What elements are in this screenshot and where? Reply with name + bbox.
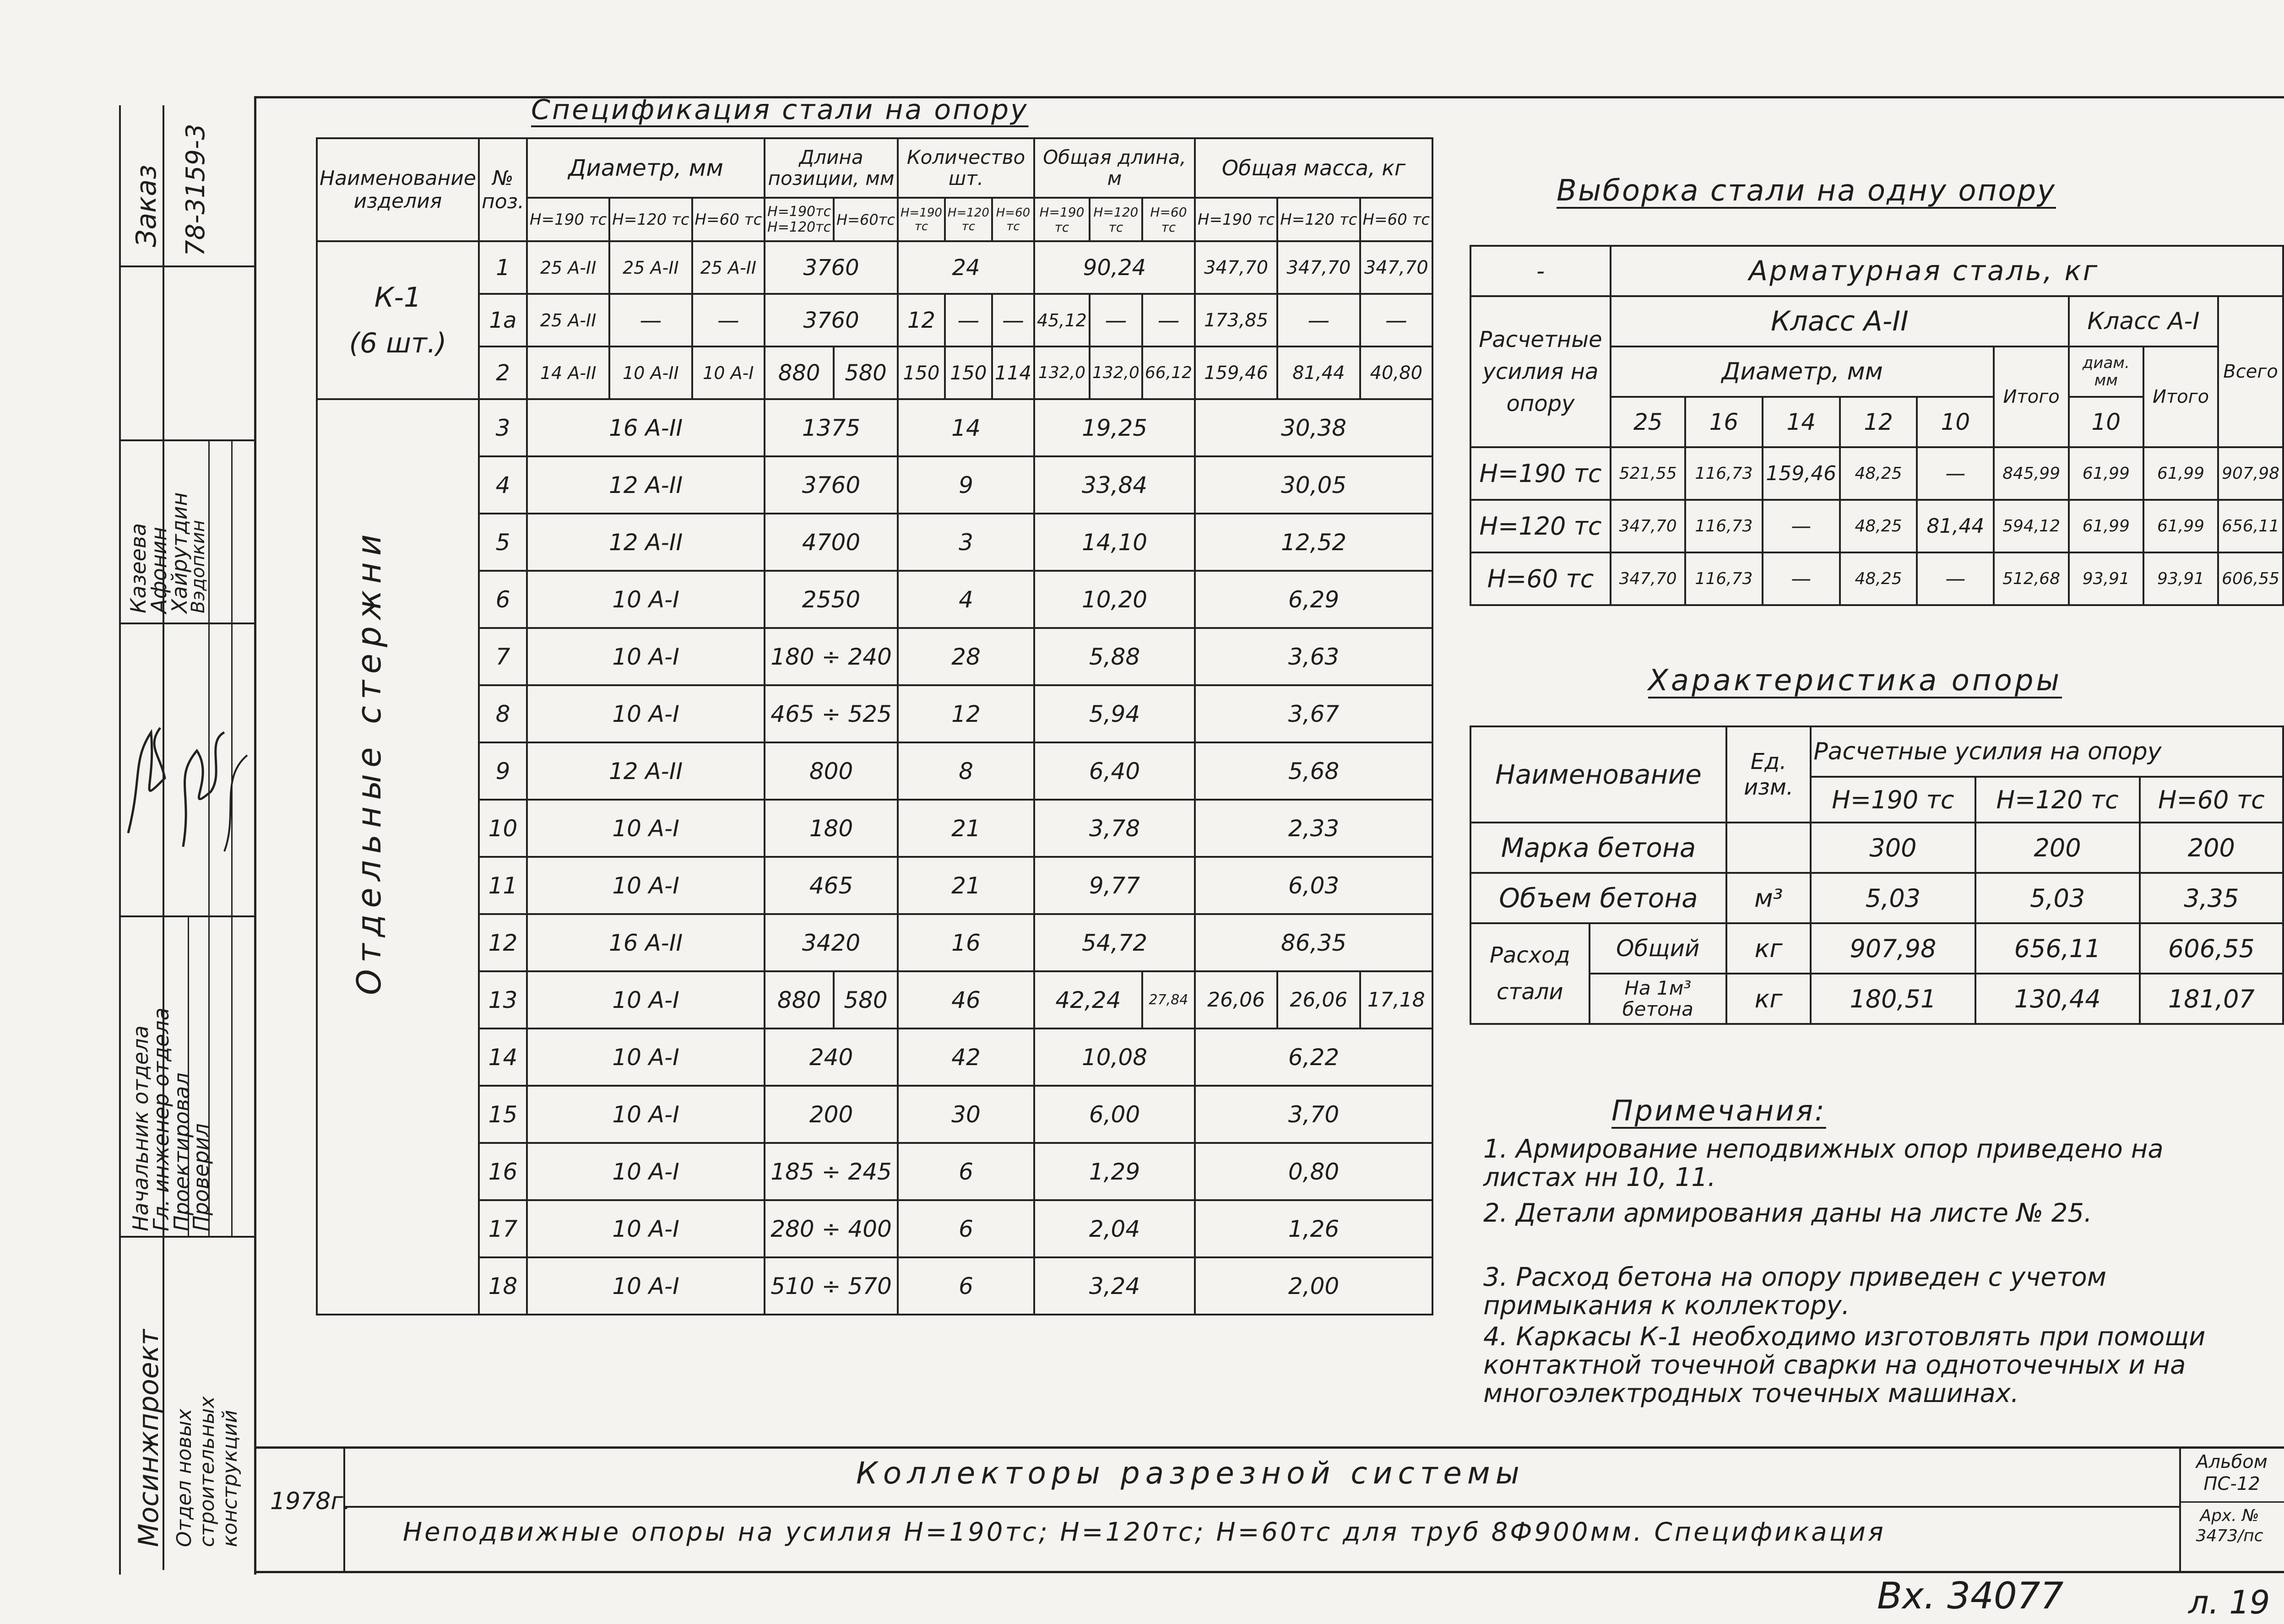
d10-a1: 10: [2069, 397, 2143, 447]
header-mass: Общая масса, кг: [1195, 138, 1432, 198]
staff-name-2: Афонин: [146, 527, 171, 613]
length: 510 ÷ 570: [765, 1257, 898, 1315]
diameter: 25 А-II: [692, 241, 765, 294]
table-row: [317, 971, 1432, 1029]
diameter: 16 А-II: [527, 399, 765, 456]
tl-h60: Н=60 тс: [1142, 198, 1195, 241]
mass: 173,85: [1195, 294, 1277, 346]
table-row: [1470, 447, 2283, 500]
tl-h120: Н=120 тс: [1090, 198, 1142, 241]
unit: [1726, 823, 1811, 873]
value: 606,55: [2140, 923, 2283, 974]
total-length: 54,72: [1034, 914, 1195, 971]
sample-all: Всего: [2218, 296, 2283, 447]
row-label: Н=60 тс: [1470, 552, 1611, 605]
total-length: 10,20: [1034, 571, 1195, 628]
value: —: [1917, 552, 1994, 605]
sample-corner: -: [1470, 246, 1611, 296]
value: 907,98: [2218, 447, 2283, 500]
staff-name-4: Вэдопкин: [188, 520, 209, 613]
charact-h120: Н=120 тс: [1975, 777, 2140, 823]
pos: 16: [479, 1143, 527, 1200]
diameter: 10 А-I: [527, 571, 765, 628]
value: 159,46: [1763, 447, 1840, 500]
total-length: —: [1142, 294, 1195, 346]
row-label: Н=190 тс: [1470, 447, 1611, 500]
quantity: 30: [898, 1086, 1034, 1143]
header-qty: Количество шт.: [898, 138, 1034, 198]
mass: 30,38: [1195, 399, 1432, 456]
diameter: —: [609, 294, 692, 346]
pos: 13: [479, 971, 527, 1029]
diameter: 10 А-I: [527, 685, 765, 742]
stamp-arch: Арх. № 3473/пс: [2196, 1506, 2263, 1545]
mass: 17,18: [1360, 971, 1433, 1029]
quantity: 12: [898, 685, 1034, 742]
value: 93,91: [2143, 552, 2218, 605]
value: 200: [1975, 823, 2140, 873]
quantity: 3: [898, 514, 1034, 571]
mass: 5,68: [1195, 742, 1432, 800]
group-k1-qty: (6 шт.): [349, 327, 447, 359]
mass: 12,52: [1195, 514, 1432, 571]
table-row: [317, 1029, 1432, 1086]
sample-class2: Класс А-II: [1611, 296, 2069, 346]
qty-h190: Н=190 тс: [898, 198, 945, 241]
stamp-right: [2179, 1446, 2181, 1572]
diameter: 10 А-I: [527, 800, 765, 857]
mass: 81,44: [1277, 346, 1360, 399]
value: —: [1763, 552, 1840, 605]
table-row: [1470, 873, 2283, 923]
length: 880: [765, 346, 834, 399]
length: 3760: [765, 241, 898, 294]
row-label: Марка бетона: [1470, 823, 1726, 873]
pos: 4: [479, 456, 527, 514]
inbox-number: Вх. 34077: [1877, 1575, 2064, 1617]
pos: 10: [479, 800, 527, 857]
sample-diam: Диаметр, мм: [1611, 346, 1994, 397]
total-length: 2,04: [1034, 1200, 1195, 1257]
quantity: 4: [898, 571, 1034, 628]
mass: 6,03: [1195, 857, 1432, 914]
pos: 6: [479, 571, 527, 628]
quantity: —: [945, 294, 992, 346]
stamp-album: Альбом ПС-12: [2196, 1451, 2268, 1494]
diameter: 10 А-I: [527, 1143, 765, 1200]
mass: 3,63: [1195, 628, 1432, 685]
total-length: 90,24: [1034, 241, 1195, 294]
table-row: [317, 685, 1432, 742]
diameter: 25 А-II: [609, 241, 692, 294]
pos: 1а: [479, 294, 527, 346]
diameter: 10 А-II: [609, 346, 692, 399]
mass: 159,46: [1195, 346, 1277, 399]
value: —: [1917, 447, 1994, 500]
row-label: На 1м³ бетона: [1590, 974, 1726, 1024]
table-row: [317, 800, 1432, 857]
header-length: Длина позиции, мм: [765, 138, 898, 198]
diameter: 25 А-II: [527, 241, 609, 294]
m-h190: Н=190 тс: [1195, 198, 1277, 241]
table-row: [317, 1143, 1432, 1200]
value: 3,35: [2140, 873, 2283, 923]
diameter: 10 А-I: [692, 346, 765, 399]
quantity: —: [992, 294, 1034, 346]
value: 130,44: [1975, 974, 2140, 1024]
length: 180 ÷ 240: [765, 628, 898, 685]
length: 3420: [765, 914, 898, 971]
row-label: Общий: [1590, 923, 1726, 974]
value: 61,99: [2143, 447, 2218, 500]
quantity: 24: [898, 241, 1034, 294]
mass: 3,67: [1195, 685, 1432, 742]
quantity: 21: [898, 800, 1034, 857]
sample-header: Арматурная сталь, кг: [1611, 246, 2283, 296]
total-length: 132,0: [1034, 346, 1090, 399]
value: 61,99: [2143, 500, 2218, 552]
h190: Н=190 тс: [527, 198, 609, 241]
mass: 2,00: [1195, 1257, 1432, 1315]
quantity: 16: [898, 914, 1034, 971]
length: 465: [765, 857, 898, 914]
value: 656,11: [2218, 500, 2283, 552]
table-row: [1470, 923, 2283, 974]
total-length: 14,10: [1034, 514, 1195, 571]
sample-class1: Класс А-I: [2069, 296, 2218, 346]
value: 61,99: [2069, 500, 2143, 552]
value: 200: [2140, 823, 2283, 873]
total-length: 5,88: [1034, 628, 1195, 685]
quantity: 6: [898, 1143, 1034, 1200]
total-length: 9,77: [1034, 857, 1195, 914]
table-row: [317, 1200, 1432, 1257]
total-length: 132,0: [1090, 346, 1142, 399]
len190: Н=190тс Н=120тс: [765, 198, 834, 241]
quantity: 114: [992, 346, 1034, 399]
charact-h190: Н=190 тс: [1811, 777, 1975, 823]
diameter: 12 А-II: [527, 456, 765, 514]
charact-table: [1470, 725, 2284, 1025]
charact-name: Наименование: [1470, 726, 1726, 823]
value: 48,25: [1840, 447, 1917, 500]
group-rods: [317, 399, 479, 1315]
d12: 12: [1840, 397, 1917, 447]
d14: 14: [1763, 397, 1840, 447]
total-length: 66,12: [1142, 346, 1195, 399]
table-row: [1470, 500, 2283, 552]
total-length: 3,24: [1034, 1257, 1195, 1315]
total-length: 27,84: [1142, 971, 1195, 1029]
quantity: 6: [898, 1257, 1034, 1315]
length: 3760: [765, 456, 898, 514]
length: 240: [765, 1029, 898, 1086]
diameter: 12 А-II: [527, 514, 765, 571]
table-row: [317, 628, 1432, 685]
qty-h120: Н=120 тс: [945, 198, 992, 241]
sample-total-a2: Итого: [1994, 346, 2068, 447]
staff-position-3: Проектировал: [169, 1072, 194, 1231]
diameter: 25 А-II: [527, 294, 609, 346]
table-row: [317, 1086, 1432, 1143]
mass: 26,06: [1195, 971, 1277, 1029]
total-length: 42,24: [1034, 971, 1142, 1029]
staff-position-4: Проверил: [189, 1123, 213, 1231]
mass: 2,33: [1195, 800, 1432, 857]
note-3: 3. Расход бетона на опору приведен с учетом примыкания к коллектору.: [1483, 1262, 2106, 1321]
diameter: 10 А-I: [527, 1086, 765, 1143]
length: 180: [765, 800, 898, 857]
order-number: 78-3159-3: [181, 124, 211, 256]
value: 594,12: [1994, 500, 2068, 552]
stamp-mid: [343, 1506, 2179, 1508]
quantity: 12: [898, 294, 945, 346]
pos: 17: [479, 1200, 527, 1257]
length: 2550: [765, 571, 898, 628]
charact-unit: Ед. изм.: [1726, 726, 1811, 823]
table-row: [1470, 552, 2283, 605]
d16: 16: [1685, 397, 1762, 447]
unit: м³: [1726, 873, 1811, 923]
stamp-title-1: Коллекторы разрезной системы: [856, 1456, 1525, 1491]
header-pos: № поз.: [479, 138, 527, 241]
quantity: 21: [898, 857, 1034, 914]
pos: 2: [479, 346, 527, 399]
d25: 25: [1611, 397, 1685, 447]
h120: Н=120 тс: [609, 198, 692, 241]
staff-position-2: Гл. инженер отдела: [149, 1007, 174, 1231]
note-1: 1. Армирование неподвижных опор приведено на листах нн 10, 11.: [1483, 1134, 2164, 1192]
value: 521,55: [1611, 447, 1685, 500]
row-label: Объем бетона: [1470, 873, 1726, 923]
sample-diam-short: диам. мм: [2069, 346, 2143, 397]
group-rods-label: Отдельные стержни: [350, 528, 388, 995]
length: 3760: [765, 294, 898, 346]
value: 48,25: [1840, 552, 1917, 605]
value: 5,03: [1811, 873, 1975, 923]
diameter: 10 А-I: [527, 1029, 765, 1086]
length: 1375: [765, 399, 898, 456]
value: 180,51: [1811, 974, 1975, 1024]
diameter: 10 А-I: [527, 1257, 765, 1315]
header-total-length: Общая длина, м: [1034, 138, 1195, 198]
length: 4700: [765, 514, 898, 571]
value: 656,11: [1975, 923, 2140, 974]
header-name: Наименование изделия: [317, 138, 479, 241]
value: —: [1763, 500, 1840, 552]
quantity: 9: [898, 456, 1034, 514]
pos: 18: [479, 1257, 527, 1315]
sample-title: Выборка стали на одну опору: [1557, 174, 2056, 208]
value: 61,99: [2069, 447, 2143, 500]
charact-forces: Расчетные усилия на опору: [1811, 726, 2283, 777]
length: 465 ÷ 525: [765, 685, 898, 742]
diameter: 10 А-I: [527, 1200, 765, 1257]
value: 845,99: [1994, 447, 2068, 500]
row-label: Н=120 тс: [1470, 500, 1611, 552]
diameter: 10 А-I: [527, 971, 765, 1029]
table-row: [317, 571, 1432, 628]
inbox-sheet: л. 19: [2188, 1584, 2270, 1621]
table-row: [317, 514, 1432, 571]
pos: 11: [479, 857, 527, 914]
charact-h60: Н=60 тс: [2140, 777, 2283, 823]
mass: 30,05: [1195, 456, 1432, 514]
value: 116,73: [1685, 552, 1762, 605]
mass: 347,70: [1277, 241, 1360, 294]
value: 512,68: [1994, 552, 2068, 605]
length: 800: [765, 742, 898, 800]
d10: 10: [1917, 397, 1994, 447]
table-row: [317, 456, 1432, 514]
quantity: 6: [898, 1200, 1034, 1257]
diameter: 10 А-I: [527, 628, 765, 685]
total-length: 19,25: [1034, 399, 1195, 456]
pos: 9: [479, 742, 527, 800]
quantity: 46: [898, 971, 1034, 1029]
total-length: 1,29: [1034, 1143, 1195, 1200]
spec-table: [316, 137, 1433, 1315]
header-diameter: Диаметр, мм: [527, 138, 765, 198]
sample-table: [1470, 245, 2284, 606]
staff-position-1: Начальник отдела: [128, 1025, 153, 1231]
table-row: [317, 914, 1432, 971]
diameter: 14 А-II: [527, 346, 609, 399]
h60: Н=60 тс: [692, 198, 765, 241]
mass: 1,26: [1195, 1200, 1432, 1257]
mass: 26,06: [1277, 971, 1360, 1029]
value: 300: [1811, 823, 1975, 873]
total-length: 5,94: [1034, 685, 1195, 742]
value: 907,98: [1811, 923, 1975, 974]
value: 48,25: [1840, 500, 1917, 552]
diameter: —: [692, 294, 765, 346]
diameter: 10 А-I: [527, 857, 765, 914]
value: 5,03: [1975, 873, 2140, 923]
total-length: 45,12: [1034, 294, 1090, 346]
mass: 347,70: [1195, 241, 1277, 294]
mass: —: [1277, 294, 1360, 346]
pos: 1: [479, 241, 527, 294]
mass: 3,70: [1195, 1086, 1432, 1143]
value: 606,55: [2218, 552, 2283, 605]
mass: 40,80: [1360, 346, 1433, 399]
mass: 6,29: [1195, 571, 1432, 628]
total-length: 6,00: [1034, 1086, 1195, 1143]
unit: кг: [1726, 923, 1811, 974]
note-4: 4. Каркасы К-1 необходимо изготовлять при помощи контактной точечной сварки на одноточечных и на многоэлектродных точечных машинах.: [1483, 1322, 2206, 1408]
value: 347,70: [1611, 552, 1685, 605]
quantity: 14: [898, 399, 1034, 456]
quantity: 8: [898, 742, 1034, 800]
total-length: 3,78: [1034, 800, 1195, 857]
steel-label: Расход стали: [1470, 923, 1590, 1024]
value: 81,44: [1917, 500, 1994, 552]
qty-h60: Н=60 тс: [992, 198, 1034, 241]
value: 347,70: [1611, 500, 1685, 552]
note-2: 2. Детали армирования даны на листе № 25.: [1483, 1198, 2092, 1228]
table-row: [317, 346, 1432, 399]
value: 93,91: [2069, 552, 2143, 605]
len60: Н=60тс: [834, 198, 898, 241]
table-row: [317, 742, 1432, 800]
length: 580: [834, 971, 898, 1029]
signatures: [114, 641, 261, 879]
diameter: 12 А-II: [527, 742, 765, 800]
table-row: [317, 399, 1432, 456]
notes-title: Примечания:: [1611, 1094, 1826, 1127]
table-row: [317, 1257, 1432, 1315]
pos: 15: [479, 1086, 527, 1143]
table-row: [1470, 974, 2283, 1024]
quantity: 150: [945, 346, 992, 399]
m-h120: Н=120 тс: [1277, 198, 1360, 241]
stamp-year: 1978г.: [270, 1488, 351, 1515]
quantity: 150: [898, 346, 945, 399]
table-row: [317, 294, 1432, 346]
quantity: 42: [898, 1029, 1034, 1086]
mass: 86,35: [1195, 914, 1432, 971]
stamp-top: [254, 1446, 2284, 1449]
total-length: 6,40: [1034, 742, 1195, 800]
pos: 8: [479, 685, 527, 742]
value: 181,07: [2140, 974, 2283, 1024]
table-row: [317, 857, 1432, 914]
pos: 14: [479, 1029, 527, 1086]
length: 200: [765, 1086, 898, 1143]
group-k1: [317, 241, 479, 399]
length: 880: [765, 971, 834, 1029]
mass: 347,70: [1360, 241, 1433, 294]
pos: 3: [479, 399, 527, 456]
staff-name-3: Хайрутдин: [167, 492, 192, 613]
org-name: Мосинжпроект: [133, 1329, 165, 1547]
quantity: 28: [898, 628, 1034, 685]
table-row: [317, 241, 1432, 294]
sample-total-a1: Итого: [2143, 346, 2218, 447]
spec-title: Спецификация стали на опору: [531, 94, 1029, 126]
charact-title: Характеристика опоры: [1648, 664, 2062, 698]
total-length: 33,84: [1034, 456, 1195, 514]
sample-forces: Расчетные усилия на опору: [1470, 296, 1611, 447]
org-dept: Отдел новых строительных конструкций: [173, 1396, 242, 1547]
diameter: 16 А-II: [527, 914, 765, 971]
pos: 7: [479, 628, 527, 685]
group-k1-name: К-1: [374, 281, 422, 314]
order-label: Заказ: [130, 164, 163, 247]
stamp-title-2: Неподвижные опоры на усилия Н=190тс; Н=120тс; Н=60тс для труб 8Ф900мм. Спецификация: [403, 1517, 1886, 1547]
mass: —: [1360, 294, 1433, 346]
table-row: [1470, 823, 2283, 873]
pos: 12: [479, 914, 527, 971]
mass: 0,80: [1195, 1143, 1432, 1200]
staff-name-1: Казеева: [126, 523, 151, 613]
length: 185 ÷ 245: [765, 1143, 898, 1200]
value: 116,73: [1685, 500, 1762, 552]
total-length: —: [1090, 294, 1142, 346]
mass: 6,22: [1195, 1029, 1432, 1086]
tl-h190: Н=190 тс: [1034, 198, 1090, 241]
m-h60: Н=60 тс: [1360, 198, 1433, 241]
length: 280 ÷ 400: [765, 1200, 898, 1257]
unit: кг: [1726, 974, 1811, 1024]
total-length: 10,08: [1034, 1029, 1195, 1086]
pos: 5: [479, 514, 527, 571]
length: 580: [834, 346, 898, 399]
value: 116,73: [1685, 447, 1762, 500]
frame-bottom: [254, 1571, 2284, 1573]
